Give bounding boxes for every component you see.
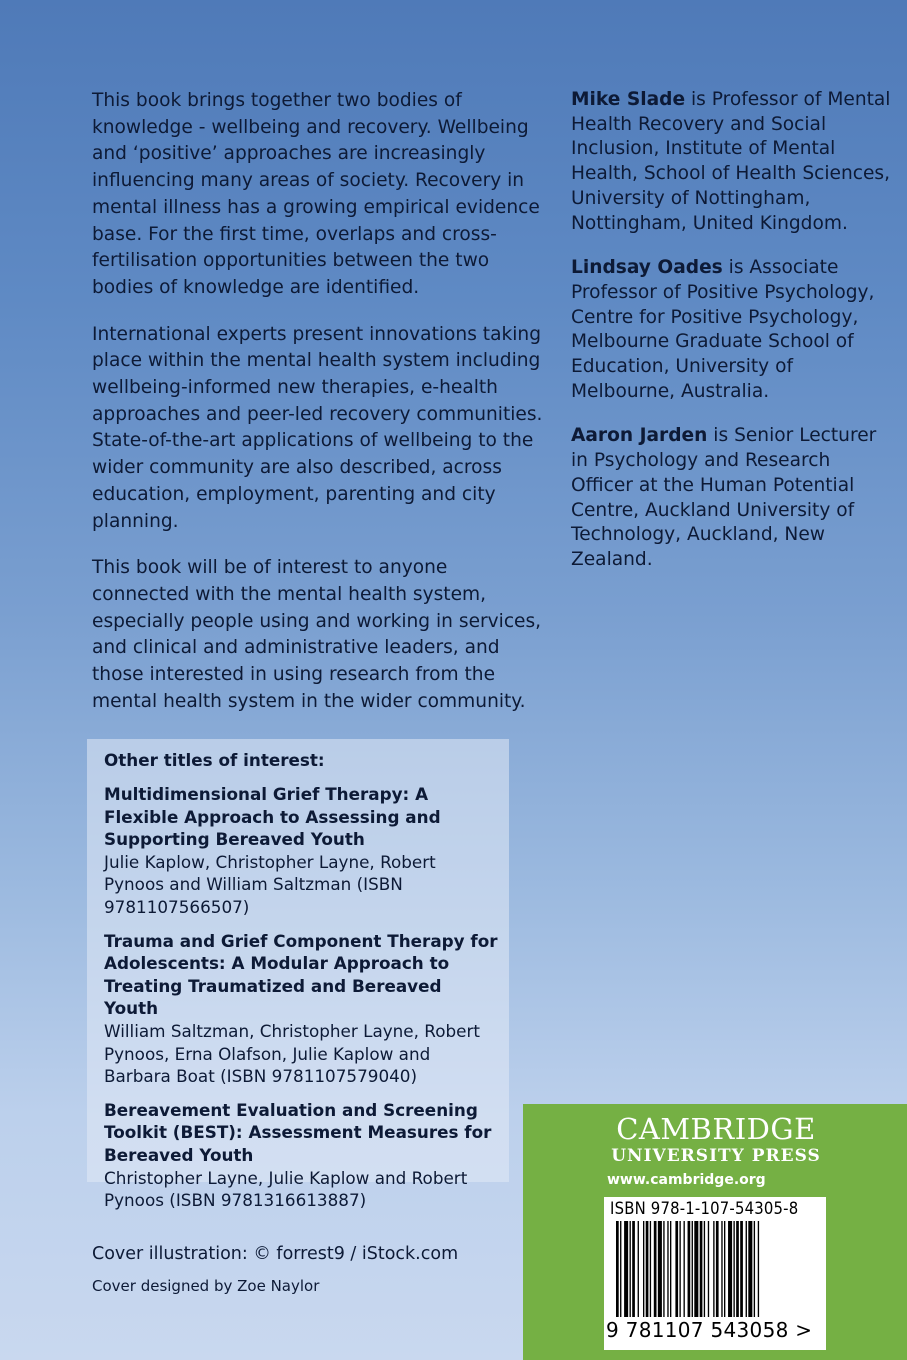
description-paragraph-2: International experts present innovations taking place within the mental health system including wellbeing-informed new therapies, e-health approaches and peer-led recovery communities. State-of-the-art applications of wellbeing to the wider community are also described, across education, employment, parenting and city planning. (92, 323, 543, 532)
author-description: is Senior Lecturer in Psychology and Research Officer at the Human Potential Centre, Auckland University of Technology, Auckland, New Zealand. (571, 425, 877, 570)
publisher-logo-subname: UNIVERSITY PRESS (611, 1146, 821, 1166)
list-item (104, 783, 499, 919)
related-authors: Julie Kaplow, Christopher Layne, Robert Pynoos and William Saltzman (ISBN 9781107566507) (104, 851, 436, 917)
related-title: Multidimensional Grief Therapy: A Flexible Approach to Assessing and Supporting Bereaved Youth (104, 784, 441, 850)
list-item (104, 1099, 499, 1212)
cover-illustration-credit: Cover illustration: © forrest9 / iStock.com (92, 1244, 459, 1264)
author-bios (571, 88, 891, 593)
author-description: is Associate Professor of Positive Psychology, Centre for Positive Psychology, Melbourne Graduate School of Education, University of Melbourne, Australia. (571, 257, 875, 402)
author-bio (571, 88, 891, 236)
description-paragraph-3: This book will be of interest to anyone connected with the mental health system, especially people using and working in services, and clinical and administrative leaders, and those interested in using research from the mental health system in the wider community. (92, 557, 542, 712)
barcode-bars (616, 1221, 816, 1317)
author-description: is Professor of Mental Health Recovery and Social Inclusion, Institute of Mental Health, School of Health Sciences, University of Nottingham, Nottingham, United Kingdom. (571, 89, 891, 234)
list-item (104, 930, 499, 1088)
isbn-label: ISBN 978-1-107-54305-8 (610, 1199, 799, 1218)
publisher-logo-name: CAMBRIDGE (616, 1112, 816, 1146)
cover-design-credit: Cover designed by Zoe Naylor (92, 1277, 320, 1295)
author-bio (571, 256, 891, 404)
related-authors: William Saltzman, Christopher Layne, Robert Pynoos, Erna Olafson, Julie Kaplow and Barbara Boat (ISBN 9781107579040) (104, 1020, 480, 1087)
related-authors: Christopher Layne, Julie Kaplow and Robert Pynoos (ISBN 9781316613887) (104, 1167, 468, 1211)
related-title: Bereavement Evaluation and Screening Toolkit (BEST): Assessment Measures for Bereaved Youth (104, 1099, 492, 1165)
barcode (604, 1197, 826, 1350)
author-bio (571, 424, 891, 572)
other-titles-box (87, 739, 509, 1211)
author-name: Aaron Jarden (571, 425, 708, 447)
publisher-url: www.cambridge.org (607, 1172, 766, 1188)
description (92, 88, 547, 735)
description-paragraph-1: This book brings together two bodies of knowledge - wellbeing and recovery. Wellbeing and ‘positive’ approaches are increasingly influencing many areas of society. Recovery in mental illness has a growing empirical evidence base. For the first time, overlaps and cross-fertilisation opportunities between the two bodies of knowledge are identified. (92, 90, 540, 298)
related-title: Trauma and Grief Component Therapy for Adolescents: A Modular Approach to Treating Traumatized and Bereaved Youth (104, 930, 498, 1019)
barcode-digits: 9 781107 543058 > (606, 1318, 813, 1342)
publisher-panel (523, 1104, 907, 1360)
author-name: Mike Slade (571, 89, 686, 110)
other-titles-heading: Other titles of interest: (104, 750, 325, 770)
author-name: Lindsay Oades (571, 257, 723, 279)
